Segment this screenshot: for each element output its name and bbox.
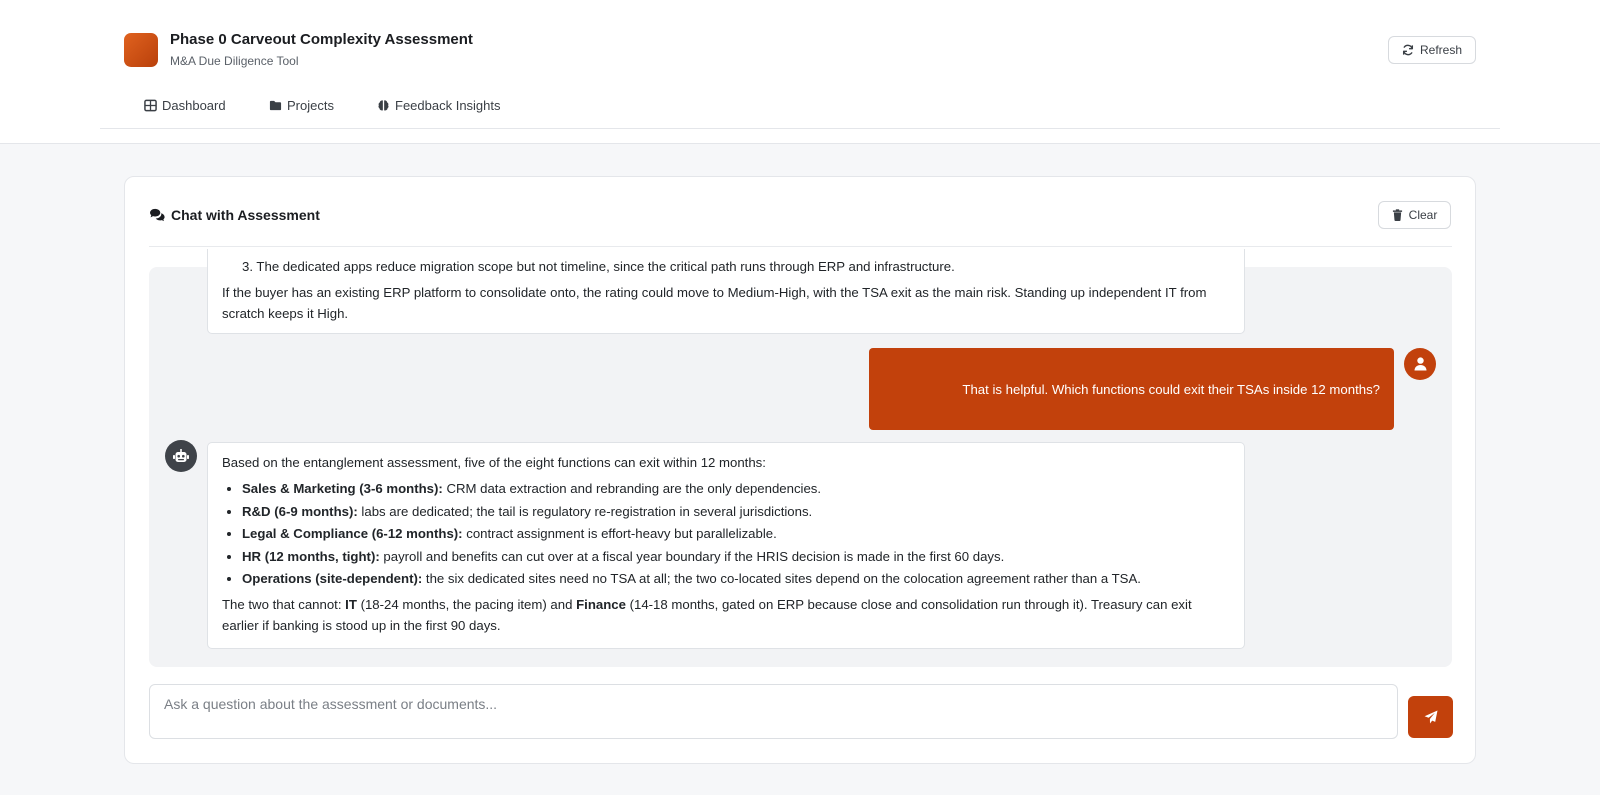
main-nav <box>100 86 1500 129</box>
message-list <box>222 479 1230 589</box>
app-subtitle: M&A Due Diligence Tool <box>170 54 299 68</box>
clear-label: Clear <box>1408 208 1438 222</box>
app-title: Phase 0 Carveout Complexity Assessment <box>170 31 473 48</box>
outro-bold-finance: Finance <box>576 597 626 613</box>
chat-card <box>124 176 1476 764</box>
chat-title <box>149 207 320 223</box>
list-item <box>242 479 1230 499</box>
list-item-label: Sales & Marketing (3-6 months): <box>242 481 443 496</box>
message-text: If the buyer has an existing ERP platform to consolidate onto, the rating could move to Medium-High, with the TSA exit as the main risk. Standing up independent IT from scratch keeps it High. <box>222 285 1207 321</box>
send-button[interactable] <box>1408 696 1453 738</box>
refresh-label: Refresh <box>1419 43 1463 57</box>
outro-text: The two that cannot: <box>222 597 346 613</box>
message-intro: Based on the entanglement assessment, five of the eight functions can exit within 12 months: <box>222 455 766 470</box>
nav-projects-label: Projects <box>287 98 334 113</box>
outro-text: (18-24 months, the pacing item) and <box>356 597 577 613</box>
clear-button[interactable] <box>1378 201 1451 229</box>
assistant-message <box>207 442 1245 649</box>
nav-feedback-insights[interactable] <box>377 98 501 113</box>
list-item-text: the six dedicated sites need no TSA at all; the two co-located sites depend on the colocation agreement rather than a TSA. <box>422 571 1141 587</box>
list-item-label: R&D (6-9 months): <box>242 503 358 519</box>
nav-projects[interactable] <box>269 98 334 113</box>
nav-dashboard[interactable] <box>144 98 226 113</box>
list-item-text: labs are dedicated; the tail is regulatory re-registration in several jurisdictions. <box>357 503 813 519</box>
message-partial-line: 3. The dedicated apps reduce migration scope but not timeline, since the critical path runs through ERP and infrastructure. <box>242 259 955 274</box>
top-header <box>0 0 1600 144</box>
refresh-button[interactable] <box>1388 36 1476 64</box>
nav-feedback-label: Feedback Insights <box>395 98 501 113</box>
list-item-label: HR (12 months, tight): <box>242 548 380 564</box>
outro-bold-it: IT <box>345 597 357 613</box>
trash-icon <box>1392 209 1403 221</box>
app-logo <box>124 33 158 67</box>
list-item-label: Operations (site-dependent): <box>242 571 423 587</box>
brain-icon <box>377 99 390 112</box>
list-item-text: contract assignment is effort-heavy but parallelizable. <box>462 526 777 542</box>
chat-input[interactable] <box>149 684 1398 739</box>
list-item-text: CRM data extraction and rebranding are the only dependencies. <box>442 481 822 496</box>
card-divider <box>149 246 1452 247</box>
chat-title-label: Chat with Assessment <box>171 207 320 223</box>
list-item <box>242 524 1230 544</box>
refresh-icon <box>1402 44 1414 56</box>
user-message <box>869 348 1394 430</box>
send-icon <box>1424 710 1438 724</box>
assistant-avatar <box>165 440 197 472</box>
user-message-text: That is helpful. Which functions could exit their TSAs inside 12 months? <box>962 381 1380 397</box>
list-item-text: payroll and benefits can cut over at a fiscal year boundary if the HRIS decision is made in the first 60 days. <box>379 548 1005 564</box>
list-item <box>242 502 1230 522</box>
assistant-message-previous <box>207 249 1245 334</box>
message-outro <box>222 594 1230 636</box>
user-avatar <box>1404 348 1436 380</box>
list-item <box>242 569 1230 589</box>
list-item-label: Legal & Compliance (6-12 months): <box>242 526 463 542</box>
user-icon <box>1414 357 1427 371</box>
list-item <box>242 547 1230 567</box>
table-icon <box>144 99 157 112</box>
comments-icon <box>149 208 166 222</box>
chat-messages[interactable] <box>149 259 1452 667</box>
outro-text: (14-18 months, gated on ERP because close and consolidation run through it). Treasury can exit earlier if banking is stood up in the first 90 days. <box>222 597 1192 634</box>
folder-icon <box>269 99 282 112</box>
robot-icon <box>173 449 189 463</box>
nav-dashboard-label: Dashboard <box>162 98 226 113</box>
